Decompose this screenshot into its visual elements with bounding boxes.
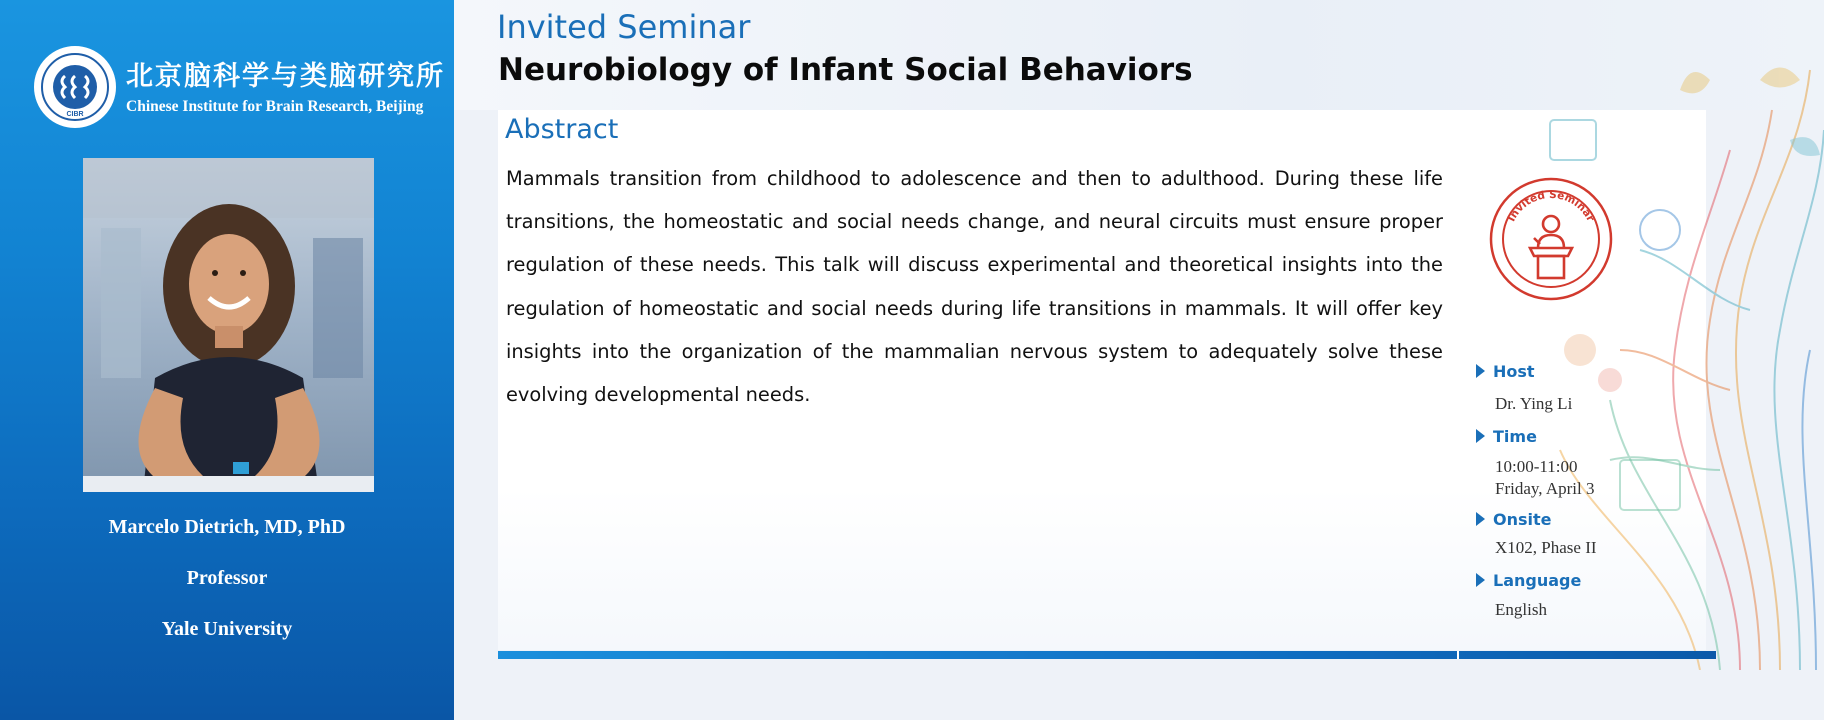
time-value-hours: 10:00-11:00: [1495, 457, 1578, 476]
institute-name-cn: 北京脑科学与类脑研究所: [126, 61, 445, 92]
host-label: Host: [1476, 362, 1535, 381]
seminar-kicker: Invited Seminar: [497, 8, 751, 46]
speaker-name: Marcelo Dietrich, MD, PhD: [108, 516, 346, 538]
onsite-label: Onsite: [1476, 510, 1552, 529]
time-label: Time: [1476, 427, 1537, 446]
bottom-accent-bar: [498, 651, 1716, 659]
institute-logo: [34, 46, 445, 128]
speaker-sidebar: [0, 0, 454, 720]
abstract-heading: Abstract: [505, 114, 619, 145]
speaker-photo: [83, 158, 374, 492]
triangle-bullet-icon: [1476, 573, 1485, 587]
speaker-position: Professor: [186, 567, 268, 589]
institute-seal-icon: [34, 46, 116, 128]
abstract-body: Mammals transition from childhood to adolescence and then to adulthood. During these life transitions, the homeostatic and social needs change, and neural circuits must ensure proper regulation of these needs. This talk will discuss experimental and theoretical insights into the regulation of homeostatic and social needs during life transitions in mammals. It will offer key insights into the organization of the mammalian nervous system to adequately solve these evolving developmental needs.: [506, 167, 1443, 407]
svg-text:Invited Seminar: Invited Seminar: [1505, 188, 1597, 224]
podium-speaker-icon: [1530, 216, 1572, 278]
time-value-date: Friday, April 3: [1495, 479, 1595, 498]
language-value: English: [1495, 600, 1547, 619]
onsite-value: X102, Phase II: [1495, 538, 1597, 557]
triangle-bullet-icon: [1476, 364, 1485, 378]
triangle-bullet-icon: [1476, 429, 1485, 443]
institute-name-en: Chinese Institute for Brain Research, Beijing: [126, 98, 424, 115]
triangle-bullet-icon: [1476, 512, 1485, 526]
bottom-bar-divider: [1457, 651, 1459, 659]
seminar-title: Neurobiology of Infant Social Behaviors: [498, 52, 1193, 88]
svg-text:CIBR: CIBR: [66, 111, 84, 118]
language-label: Language: [1476, 571, 1581, 590]
speaker-affiliation: Yale University: [161, 618, 293, 640]
host-value: Dr. Ying Li: [1495, 394, 1573, 413]
invited-seminar-badge: [1488, 176, 1614, 302]
